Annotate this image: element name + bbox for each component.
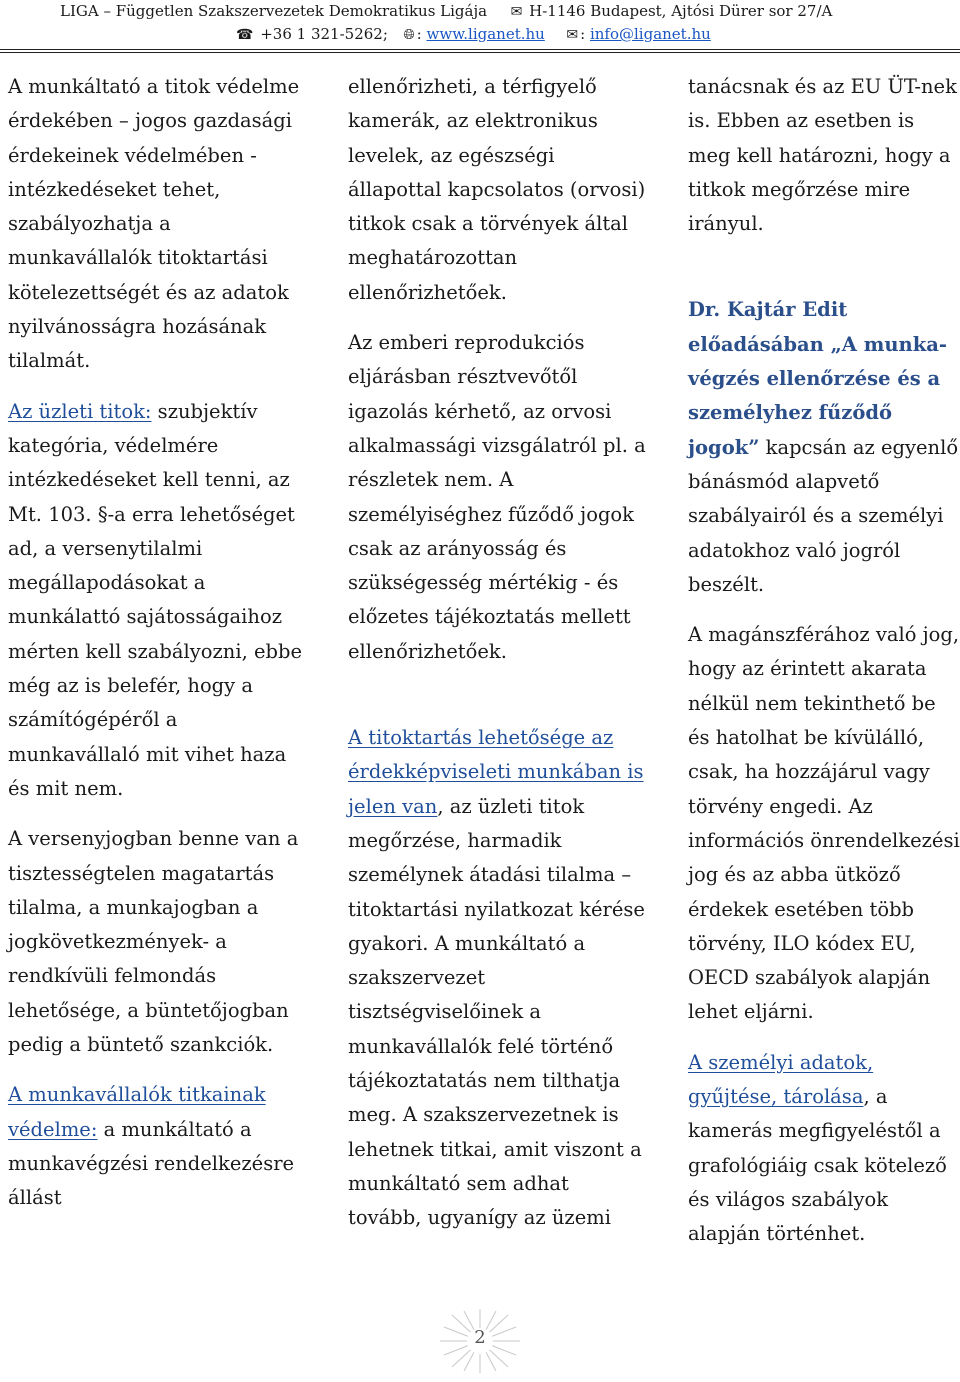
phone-icon: ☎ [236, 27, 254, 43]
confidentiality-text: , az üzleti titok megőrzése, harmadik személynek átadási tilalma – titoktartási nyilatkozat kérése gyakori. A munkáltató a szakszervezet tisztségviselőinek a munkavállalók felé történő tájékoztatatás nem tilthatja meg. A szakszervezetnek is lehetnek titkai, amit viszont a munkáltató sem adhat tovább, ugyanígy az üzemi [348, 794, 645, 1230]
page-number-badge [420, 1305, 540, 1377]
header-rule-top [0, 49, 960, 50]
employee-secrets-link[interactable]: A munkavállalók titkainak védelme: [8, 1083, 266, 1141]
paragraph-personal-data [688, 1046, 960, 1252]
email-label: : [580, 25, 586, 43]
header-rule-bottom [0, 52, 960, 53]
paragraph-works-council: tanácsnak és az EU ÜT-nek is. Ebben az esetben is meg kell határozni, hogy a titkok megőrzése mire irányul. [688, 75, 957, 236]
column-2 [348, 70, 648, 1236]
paragraph-confidentiality [348, 721, 648, 1235]
globe-icon: 🌐︎ [403, 27, 415, 43]
letterhead [0, 0, 960, 52]
phone-number: +36 1 321-5262; [260, 25, 388, 43]
business-secret-link[interactable]: Az üzleti titok: [8, 399, 152, 423]
lecture-title: Dr. Kajtár Edit előadásában „A munka-végzés ellenőrzése és a személyhez fűződő jogok” [688, 298, 947, 459]
column-3 [688, 70, 960, 1252]
paragraph-employer-secrets: A munkáltató a titok védelme érdekében – jogos gazdasági érdekeinek védelmében - intézkedéseket tehet, szabályozhatja a munkavállalók titoktartási kötelezettségét és az adatok nyilvánosságra hozásának tilalmát. [8, 75, 300, 373]
web-label: : [416, 25, 422, 43]
confidentiality-link[interactable]: A titoktartás lehetősége az érdekképviseleti munkában is jelen van [348, 726, 644, 818]
organization-name: LIGA – Független Szakszervezetek Demokratikus Ligája [60, 2, 488, 20]
website-link[interactable]: www.liganet.hu [426, 25, 545, 43]
envelope-icon: ✉ [510, 4, 523, 20]
address: H-1146 Budapest, Ajtósi Dürer sor 27/A [529, 2, 833, 20]
employee-secrets-text: a munkáltató a munkavégzési rendelkezésre állást [8, 1117, 295, 1210]
lecture-text: kapcsán az egyenlő bánásmód alapvető szabályairól és a személyi adatokhoz való jogról beszélt. [688, 435, 959, 596]
column-1 [8, 70, 308, 1216]
letterhead-line-1 [60, 2, 832, 20]
paragraph-reproduction: Az emberi reprodukciós eljárásban résztvevőtől igazolás kérhető, az orvosi alkalmassági vizsgálatról pl. a részletek nem. A személyiséghez fűződő jogok csak az arányosság és szükségesség mértékig - és előzetes tájékoztatás mellett ellenőrizhetőek. [348, 331, 646, 663]
paragraph-competition-law: A versenyjogban benne van a tisztességtelen magatartás tilalma, a munkajogban a jogkövetkezmények- a rendkívüli felmondás lehetősége, a büntetőjogban pedig a büntető szankciók. [8, 827, 299, 1057]
personal-data-link[interactable]: A személyi adatok, gyűjtése, tárolása [688, 1050, 874, 1109]
paragraph-privacy: A magánszférához való jog, hogy az érintett akarata nélkül nem tekinthető be és hatolhat be kívülálló, csak, ha hozzájárul vagy törvény engedi. Az információs önrendelkezési jog és az abba ütköző érdekek esetében több törvény, ILO kódex EU, OECD szabályok alapján lehet eljárni. [688, 623, 960, 1024]
letterhead-line-2 [236, 25, 711, 43]
paragraph-lecture [688, 293, 960, 602]
personal-data-text: , a kamerás megfigyeléstől a grafológiáig csak kötelező és világos szabályok alapján történhet. [688, 1085, 947, 1246]
paragraph-business-secret [8, 395, 308, 807]
mail-icon: ✉ [566, 27, 579, 43]
paragraph-employee-secrets [8, 1078, 308, 1215]
email-link[interactable]: info@liganet.hu [589, 25, 711, 43]
page-number: 2 [474, 1327, 486, 1348]
paragraph-monitoring: ellenőrizheti, a térfigyelő kamerák, az elektronikus levelek, az egészségi állapottal kapcsolatos (orvosi) titkok csak a törvények által meghatározottan ellenőrizhetőek. [348, 75, 646, 304]
business-secret-text: szubjektív kategória, védelmére intézkedéseket kell tenni, az Mt. 103. §-a erra lehetőséget ad, a versenytilalmi megállapodásokat a munkálattó sajátosságaihoz mérten kell szabályozni, ebbe még az is belefér, hogy a számítógépéről a munkavállaló mit vihet haza és mit nem. [8, 399, 303, 800]
